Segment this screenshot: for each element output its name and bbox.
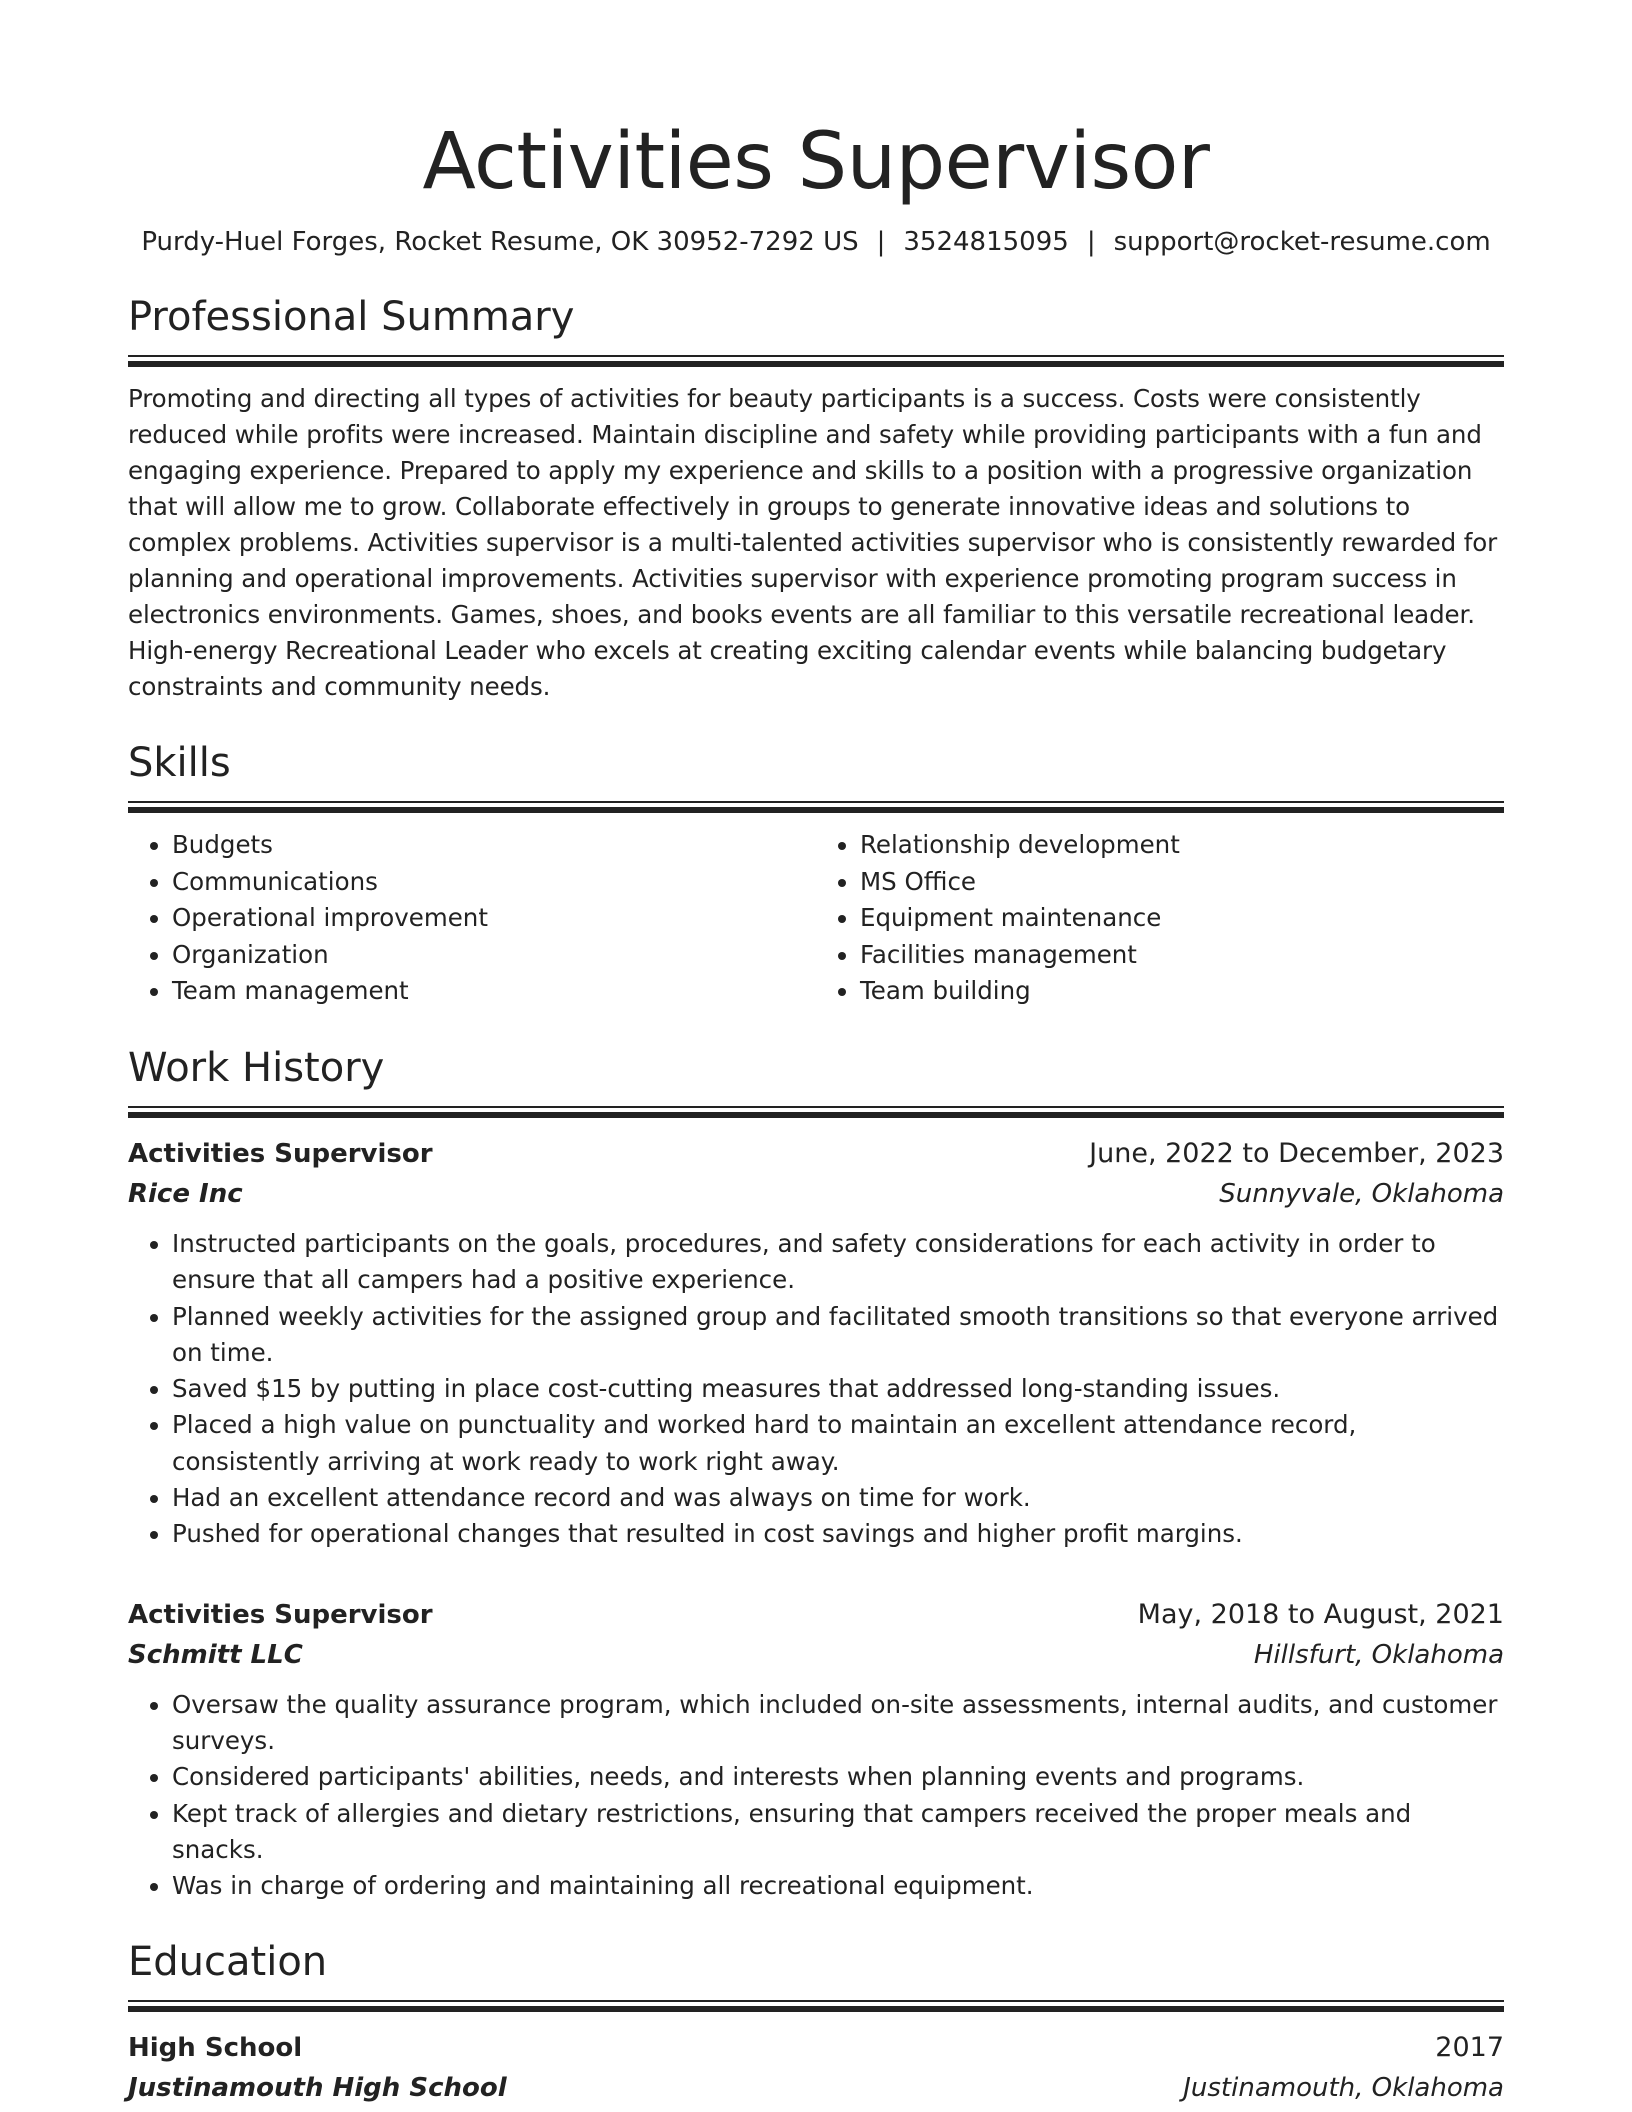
skills-column-right: [816, 827, 1504, 1010]
skill-item: • Organization: [172, 937, 816, 974]
job-title: Activities Supervisor: [128, 1138, 433, 1169]
candidate-name: Activities Supervisor: [422, 117, 1210, 207]
skill-item: • Budgets: [172, 827, 816, 864]
job-bullet: • Had an excellent attendance record and was always on time for work.: [172, 1480, 1504, 1516]
work-history-section: [128, 1044, 1504, 1904]
job-bullet: • Saved $15 by putting in place cost-cutting measures that addressed long-standing issues.: [172, 1371, 1504, 1407]
skill-item: • Operational improvement: [172, 900, 816, 937]
job-location: Hillsfurt, Oklahoma: [1253, 1639, 1504, 1670]
skills-section: [128, 739, 1504, 1010]
skill-item: • Team building: [860, 973, 1504, 1010]
section-title-education: Education: [128, 1939, 328, 1986]
job-location: Sunnyvale, Oklahoma: [1219, 1178, 1504, 1209]
job-bullets: [128, 1226, 1504, 1553]
skill-item: • Communications: [172, 864, 816, 901]
education-entry: [128, 2028, 1504, 2108]
section-divider-thick: [128, 2006, 1504, 2012]
section-divider-thick: [128, 807, 1504, 813]
summary-text: Promoting and directing all types of activities for beauty participants is a success. Costs were consistently reduced while profits were increased. Maintain discipline and safety while providing participants with a fun and engaging experience. Prepared to apply my experience and skills to a position with a progressive organization that will allow me to grow. Collaborate effectively in groups to generate innovative ideas and solutions to complex problems. Activities supervisor is a multi-talented activities supervisor who is consistently rewarded for planning and operational improvements. Activities supervisor with experience promoting program success in electronics environments. Games, shoes, and books events are all familiar to this versatile recreational leader. High-energy Recreational Leader who excels at creating exciting calendar events while balancing budgetary constraints and community needs.: [128, 384, 1498, 702]
skill-item: • Equipment maintenance: [860, 900, 1504, 937]
job-bullet: • Planned weekly activities for the assigned group and facilitated smooth transitions so that everyone arrived on time.: [172, 1299, 1504, 1372]
job-entry: [128, 1595, 1504, 1905]
summary-section: [128, 293, 1504, 705]
education-degree: High School: [128, 2033, 303, 2064]
job-bullet: • Instructed participants on the goals, procedures, and safety considerations for each activity in order to ensure that all campers had a positive experience.: [172, 1226, 1504, 1299]
job-bullet: • Oversaw the quality assurance program, which included on-site assessments, internal audits, and customer surveys.: [172, 1687, 1504, 1760]
job-bullet: • Was in charge of ordering and maintaining all recreational equipment.: [172, 1868, 1504, 1904]
job-bullet: • Considered participants' abilities, needs, and interests when planning events and programs.: [172, 1759, 1504, 1795]
job-entry: [128, 1134, 1504, 1553]
contact-separator: |: [1086, 226, 1096, 257]
section-title-work: Work History: [128, 1044, 385, 1091]
education-school: Justinamouth High School: [128, 2073, 507, 2104]
section-divider-thick: [128, 1112, 1504, 1118]
skill-item: • Team management: [172, 973, 816, 1010]
job-company: Schmitt LLC: [128, 1639, 303, 1670]
skill-item: • MS Office: [860, 864, 1504, 901]
job-bullet: • Kept track of allergies and dietary restrictions, ensuring that campers received the proper meals and snacks.: [172, 1796, 1504, 1869]
job-bullet: • Pushed for operational changes that resulted in cost savings and higher profit margins.: [172, 1516, 1504, 1552]
job-bullets: [128, 1687, 1504, 1905]
section-divider: [128, 355, 1504, 357]
section-divider: [128, 801, 1504, 803]
job-company: Rice Inc: [128, 1178, 243, 1209]
contact-line: [128, 226, 1504, 260]
job-dates: June, 2022 to December, 2023: [1089, 1137, 1504, 1169]
job-title: Activities Supervisor: [128, 1599, 433, 1630]
contact-phone: 3524815095: [903, 226, 1069, 257]
education-location: Justinamouth, Oklahoma: [1183, 2073, 1504, 2104]
skills-list: [128, 827, 1504, 1010]
job-dates: May, 2018 to August, 2021: [1137, 1598, 1504, 1630]
job-bullet: • Placed a high value on punctuality and worked hard to maintain an excellent attendance record, consistently arriving at work ready to work right away.: [172, 1407, 1504, 1480]
skills-column-left: [128, 827, 816, 1010]
education-section: [128, 1938, 1504, 2108]
contact-address: Purdy-Huel Forges, Rocket Resume, OK 30952-7292 US: [141, 226, 859, 257]
education-year: 2017: [1435, 2032, 1504, 2064]
section-divider: [128, 1106, 1504, 1108]
skill-item: • Facilities management: [860, 937, 1504, 974]
section-divider: [128, 2000, 1504, 2002]
contact-separator: |: [876, 226, 886, 257]
section-title-summary: Professional Summary: [128, 294, 575, 341]
skill-item: • Relationship development: [860, 827, 1504, 864]
section-title-skills: Skills: [128, 740, 231, 787]
contact-email: support@rocket-resume.com: [1113, 226, 1491, 257]
section-divider-thick: [128, 361, 1504, 367]
